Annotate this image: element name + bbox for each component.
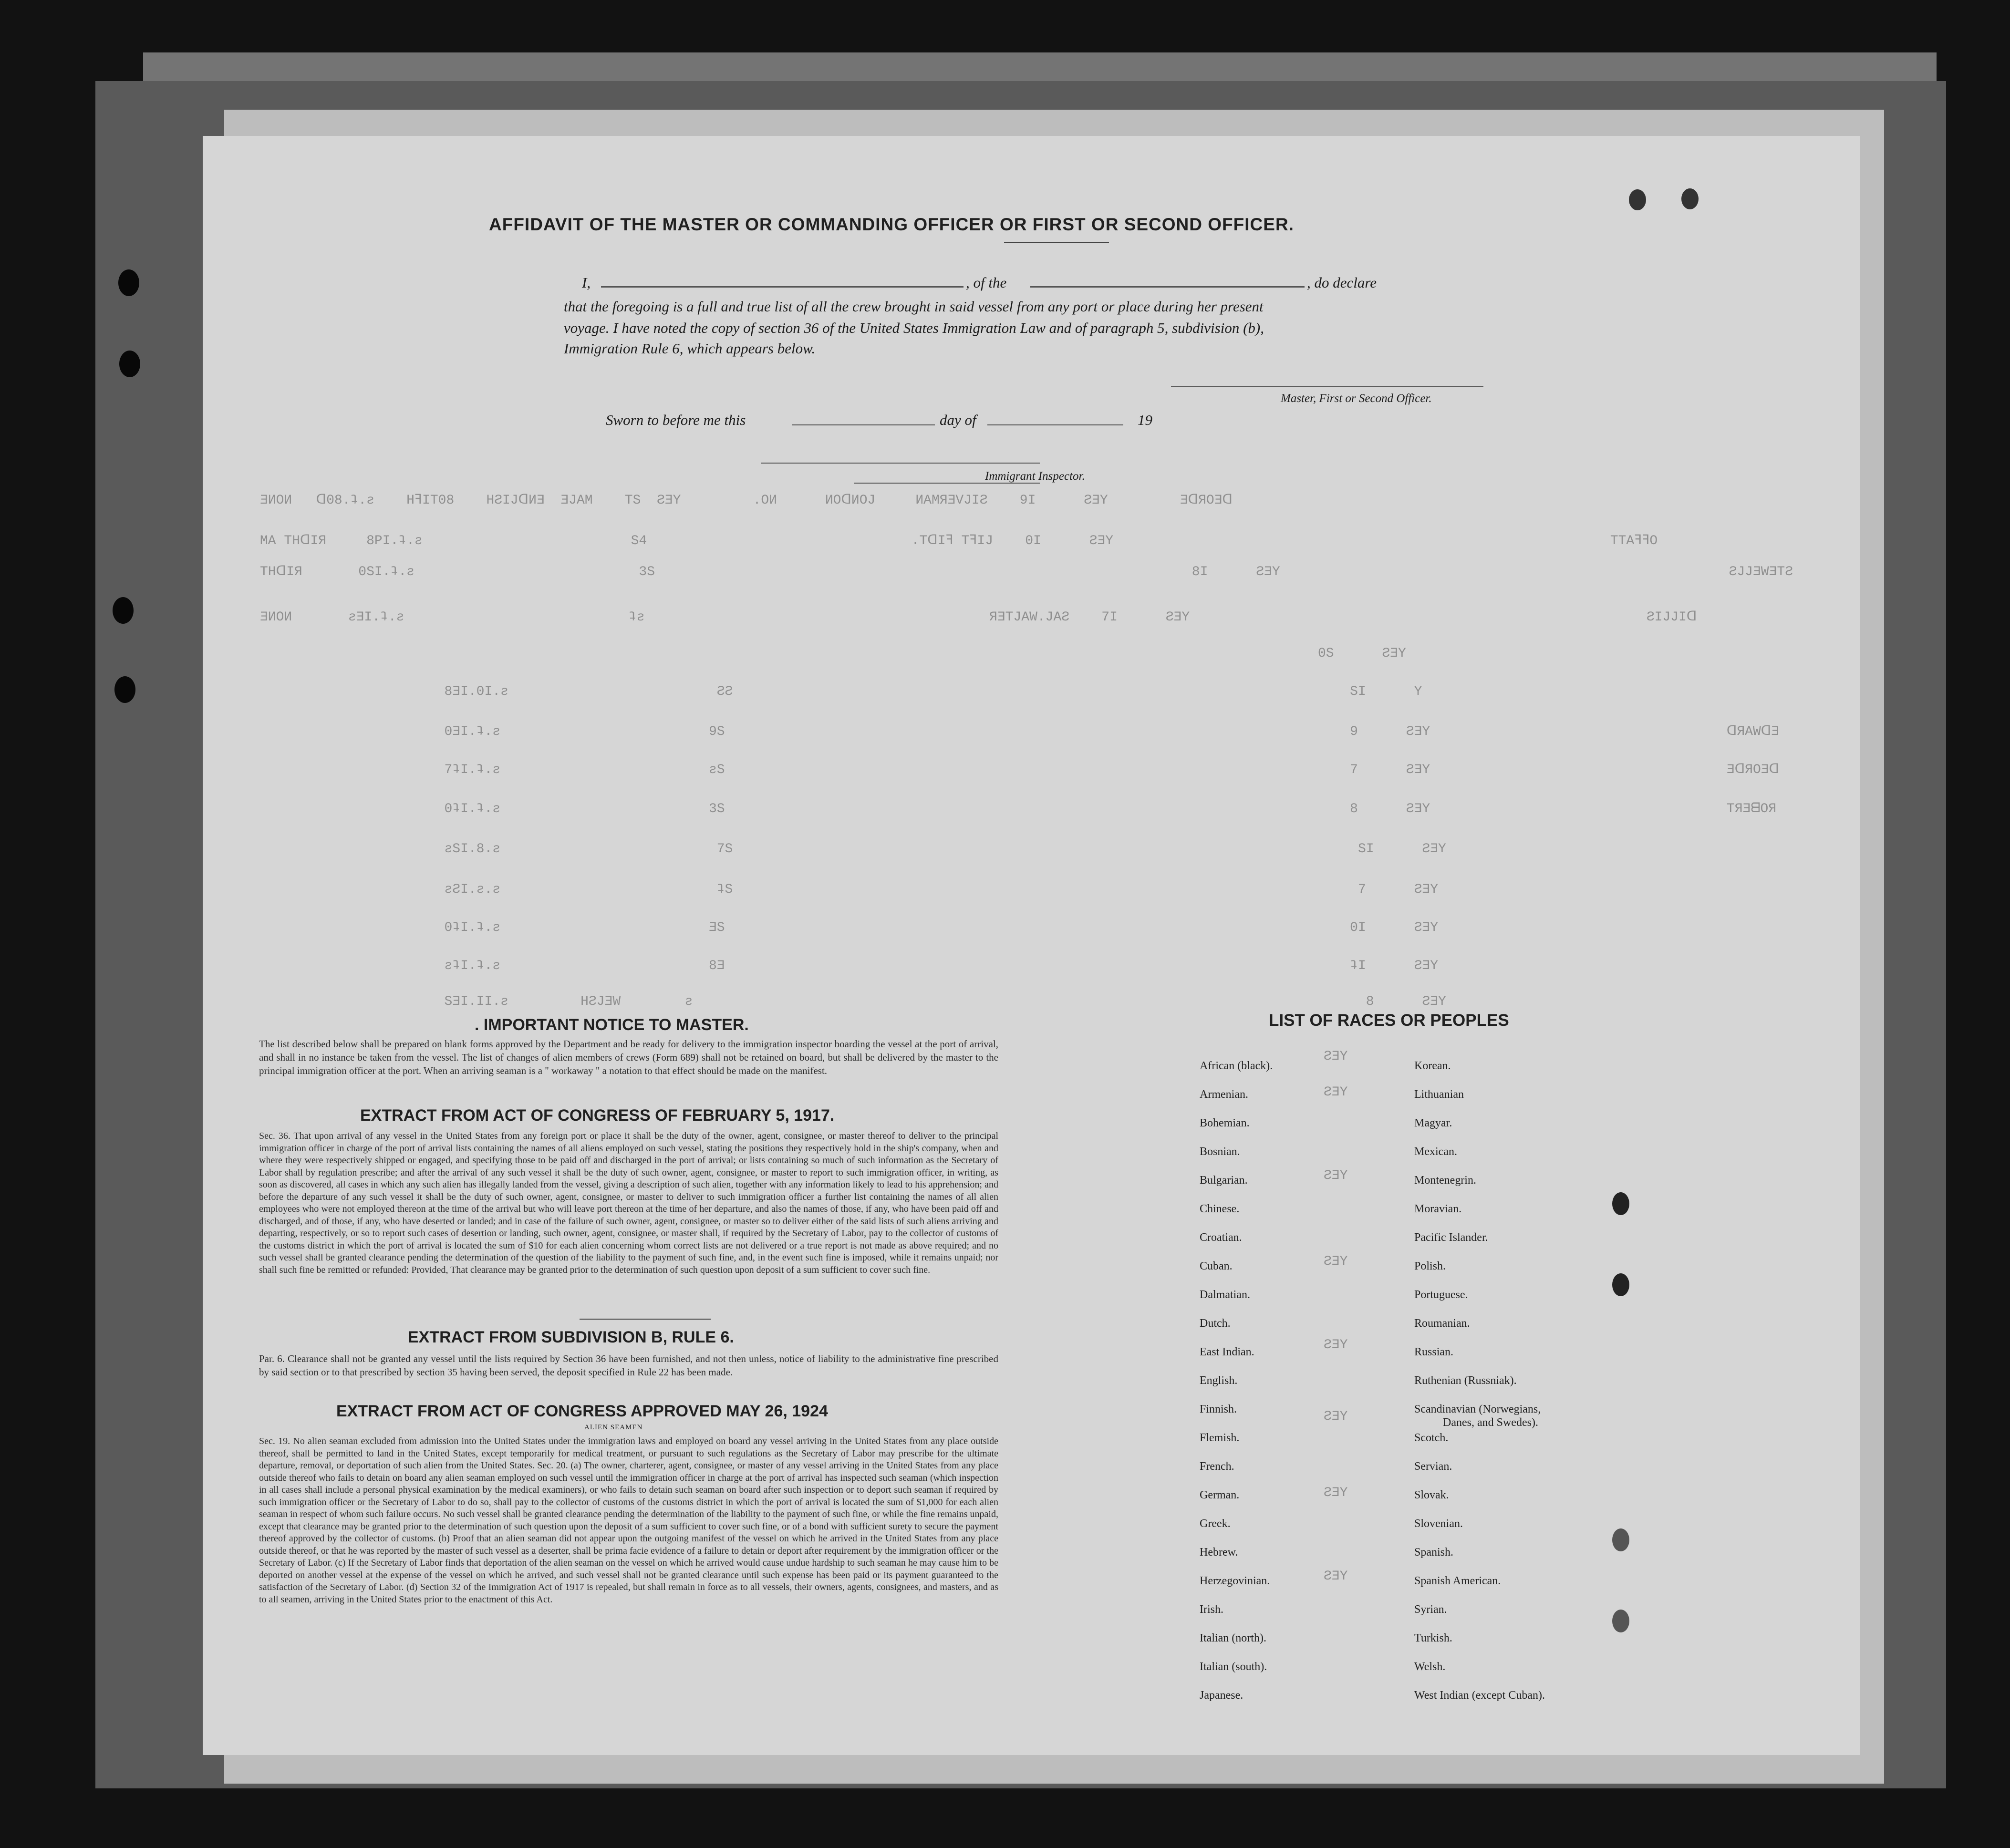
signature-label: Master, First or Second Officer. <box>1281 392 1432 405</box>
race-left-20: Irish. <box>1200 1603 1223 1616</box>
punch-hole <box>1612 1273 1629 1296</box>
race-right-10: Roumanian. <box>1414 1317 1470 1330</box>
race-right-2: Lithuanian <box>1414 1088 1464 1101</box>
punch-hole <box>118 269 139 296</box>
race-right-7: Pacific Islander. <box>1414 1231 1488 1244</box>
punch-hole <box>1612 1610 1629 1632</box>
race-left-11: East Indian. <box>1200 1346 1254 1358</box>
race-left-9: Dalmatian. <box>1200 1289 1250 1301</box>
affidavit-line-4: Immigration Rule 6, which appears below. <box>564 340 816 357</box>
race-right-21: Turkish. <box>1414 1632 1452 1644</box>
race-left-19: Herzegovinian. <box>1200 1575 1270 1587</box>
extract-rule6-body: Par. 6. Clearance shall not be granted any vessel until the lists required by Section 36 have been furnished, and not then unless, notice of liability to the administrative fine prescribed by said section or to that prescribed by section 35 having been served, the deposit specified in Rule 22 has been made. <box>259 1353 998 1378</box>
punch-hole <box>119 351 140 377</box>
race-right-12: Ruthenian (Russniak). <box>1414 1374 1517 1387</box>
extract-1924-body: Sec. 19. No alien seaman excluded from admission into the United States under the immigration laws and employed on board any vessel arriving in the United States from any place outside thereof, shall be permitted to land in the United States, except temporarily for medical treatment, or pursuant to such regulations as the Secretary of Labor may prescribe for the ultimate departure, removal, or deportation of such alien from the United States. Sec. 20. (a) The owner, charterer, agent, consignee, or master of any vessel arriving in the United States from any place outside thereof who fails to detain on board any alien seaman employed on such vessel until the immigration officer in charge at the port of arrival has inspected such seaman (which inspection in all cases shall include a personal physical examination by the medical examiners), or who fails to detain such seaman on board after such inspection or to deport such seaman if required by such immigration officer or the Secretary of Labor to do so, shall pay to the collector of customs of the customs district in which the port of arrival is located the sum of $1,000 for each alien seaman in respect of whom such failure occurs. No such vessel shall be granted clearance pending the determination of the liability to the payment of such fine, or while the fine remains unpaid, except that clearance may be granted prior to the determination of such question upon the deposit of a sum sufficient to cover such fine, or of a bond with sufficient surety to secure the payment thereof approved by the collector of customs. (b) Proof that an alien seaman did not appear upon the outgoing manifest of the vessel on which he arrived in the United States from any place outside thereof, or that he was reported by the master of such vessel as a deserter, shall be prima facie evidence of a failure to detain or deport after requirement by the immigration officer or the Secretary of Labor. (c) If the Secretary of Labor finds that deportation of the alien seaman on the vessel on which he arrived would cause undue hardship to such seaman he may cause him to be deported on another vessel at the expense of the vessel on which he arrived, and such vessel shall not be granted clearance until such expense has been paid or its payment guaranteed to the satisfaction of the Secretary of Labor. (d) Section 32 of the Immigration Act of 1917 is repealed, but shall remain in force as to all vessels, their owners, agents, consignees, and masters, and as to all seamen, arriving in the United States prior to the enactment of this Act. <box>259 1436 998 1605</box>
punch-hole <box>1681 188 1699 209</box>
affidavit-title: AFFIDAVIT OF THE MASTER OR COMMANDING OFFICER OR FIRST OR SECOND OFFICER. <box>489 215 1294 234</box>
affidavit-line-3: voyage. I have noted the copy of section 36 of the United States Immigration Law and of paragraph 5, subdivision (b), <box>564 320 1264 336</box>
year-prefix: 19 <box>1138 412 1152 428</box>
race-left-7: Croatian. <box>1200 1231 1242 1244</box>
race-right-23: West Indian (except Cuban). <box>1414 1689 1545 1702</box>
race-right-11: Russian. <box>1414 1346 1454 1358</box>
race-right-9: Portuguese. <box>1414 1289 1468 1301</box>
race-left-14: Flemish. <box>1200 1432 1240 1444</box>
sworn-label: Sworn to before me this <box>606 412 746 428</box>
extract-1924-heading: EXTRACT FROM ACT OF CONGRESS APPROVED MAY 26, 1924 <box>336 1402 828 1420</box>
title-underline <box>1004 242 1109 243</box>
extract-1917-heading: EXTRACT FROM ACT OF CONGRESS OF FEBRUARY 5, 1917. <box>360 1106 835 1125</box>
race-left-8: Cuban. <box>1200 1260 1233 1272</box>
race-right-20: Syrian. <box>1414 1603 1447 1616</box>
race-left-17: Greek. <box>1200 1518 1231 1530</box>
day-blank <box>792 424 935 425</box>
race-left-22: Italian (south). <box>1200 1661 1267 1673</box>
race-right-5: Montenegrin. <box>1414 1174 1476 1187</box>
race-right-18: Spanish. <box>1414 1546 1454 1559</box>
inspector-underline <box>854 483 1040 484</box>
section-divider <box>580 1319 711 1320</box>
race-left-10: Dutch. <box>1200 1317 1231 1330</box>
vessel-blank <box>1030 286 1305 288</box>
race-right-13: Scandinavian (Norwegians, <box>1414 1403 1541 1415</box>
inspector-signature-line <box>761 463 1040 464</box>
extract-1924-subheading: ALIEN SEAMEN <box>584 1424 643 1431</box>
name-blank <box>601 286 964 288</box>
race-left-3: Bohemian. <box>1200 1117 1250 1129</box>
month-blank <box>987 424 1123 425</box>
day-of-label: day of <box>940 412 976 428</box>
extract-rule6-heading: EXTRACT FROM SUBDIVISION B, RULE 6. <box>408 1328 734 1346</box>
notice-body: The list described below shall be prepared on blank forms approved by the Department and be ready for delivery to the immigration inspector boarding the vessel at the port of arrival, and shall in no instance be taken from the vessel. The list of changes of alien members of crews (Form 689) shall not be retained on board, but shall be delivered by the master to the principal immigration officer at the port. When an arriving seaman is a " workaway " a notation to that effect should be made on the manifest. <box>259 1038 998 1076</box>
affidavit-i: I, <box>582 274 591 291</box>
race-right-13-cont: Danes, and Swedes). <box>1443 1416 1538 1429</box>
race-right-22: Welsh. <box>1414 1661 1446 1673</box>
race-left-2: Armenian. <box>1200 1088 1248 1101</box>
affidavit-of-the: , of the <box>966 274 1007 291</box>
race-left-15: French. <box>1200 1460 1234 1473</box>
punch-hole <box>1629 189 1646 210</box>
punch-hole <box>1612 1528 1629 1551</box>
notice-heading: . IMPORTANT NOTICE TO MASTER. <box>475 1016 749 1034</box>
race-right-16: Slovak. <box>1414 1489 1449 1501</box>
race-left-18: Hebrew. <box>1200 1546 1238 1559</box>
race-left-23: Japanese. <box>1200 1689 1243 1702</box>
race-left-12: English. <box>1200 1374 1238 1387</box>
punch-hole <box>114 676 135 703</box>
extract-1917-body: Sec. 36. That upon arrival of any vessel in the United States from any foreign port or place it shall be the duty of the owner, agent, consignee, or master thereof to deliver to the principal immigration officer in charge of the port of arrival lists containing the names of all aliens employed on such vessel, stating the positions they respectively hold in the ship's company, when and where they were respectively shipped or engaged, and specifying those to be paid off and discharged in the port of arrival; or lists containing so much of such information as the Secretary of Labor shall by regulation prescribe; and after the arrival of any such vessel it shall be the duty of such owner, agent, consignee, or master to report to such immigration officer, in writing, as soon as discovered, all cases in which any such alien has illegally landed from the vessel, giving a description of such alien, together with any information likely to lead to his apprehension; and before the departure of any such vessel it shall be the duty of such owner, agent, consignee, or master to deliver to such immigration officer a further list containing the names of all alien employees who were not employed thereon at the time of the arrival but who will leave port thereon at the time of her departure, and also the names of those, if any, who have been paid off and discharged, and of those, if any, who have deserted or landed; and in case of the failure of such owner, agent, consignee, or master so to deliver either of the said lists of such aliens arriving and departing, respectively, or so to report such cases of desertion or landing, such owner, agent, consignee, or master shall, if required by the Secretary of Labor, pay to the collector of customs of the customs district in which the port of arrival is located the sum of $10 for each alien concerning whom correct lists are not delivered or a true report is not made as above required; and no such vessel shall be granted clearance pending the determination of the question of the liability to the payment of such fine, and, in the event such fine is imposed, while it remains unpaid; nor shall such fine be remitted or refunded: Provided, That clearance may be granted prior to the determination of such question upon deposit of a sum sufficient to cover such fine. <box>259 1131 998 1275</box>
affidavit-line-2: that the foregoing is a full and true list of all the crew brought in said vessel from any port or place during her present <box>564 298 1264 315</box>
race-left-6: Chinese. <box>1200 1203 1240 1215</box>
race-right-14: Scotch. <box>1414 1432 1449 1444</box>
race-left-16: German. <box>1200 1489 1240 1501</box>
race-right-6: Moravian. <box>1414 1203 1462 1215</box>
race-right-15: Servian. <box>1414 1460 1452 1473</box>
race-right-4: Mexican. <box>1414 1146 1457 1158</box>
signature-line <box>1171 386 1483 387</box>
punch-hole <box>1612 1192 1629 1215</box>
punch-hole <box>113 597 134 624</box>
race-left-5: Bulgarian. <box>1200 1174 1248 1187</box>
race-right-19: Spanish American. <box>1414 1575 1501 1587</box>
inspector-label: Immigrant Inspector. <box>985 470 1085 483</box>
affidavit-page: ƎИOИ ᗡ08.ʇ.ƨ HꟻIT08 HƧIJᗡИƎ ƎJAM TS ƧƎY .OИ ИOᗡИOJ ИAMЯƎVJIƧ 9I ƧƎY ƎᗡЯOƎᗡ MA THᗡIЯ 8PI.ʇ.ƨ S4 .TᗡIꟻ TꟻIJ 0I ƧƎY TTAꟻꟻO THᗡIЯ 0SI.ʇ.ƨ 3S 8I ƧƎY ƧJJƎWƎTƧ ƎИOИ ƨƎI.ʇ.ƨ ʇƨ ЯƎTJAW.JAƧ 7I ƧƎY ƧIJJIᗡ 0S ƧƎY 8ƎI.0I.ƨ ƧƧ SI Y 0ƎI.ʇ.ƨ 9S 9 ƧƎY ᗡЯAWᗡƎ 7ʇI.ʇ.ƨ ƨS 7 ƧƎY ƎᗡЯOƎᗡ 0ʇI.ʇ.ƨ 3S 8 ƧƎY TЯƎᗺOЯ ƨSI.8.ƨ 7S SI ƧƎY ƨƧI.ƨ.ƨ ʇS 7 ƧƎY 0ʇI.ʇ.ƨ ƎS 0I ƧƎY ƨʇI.ʇ.ƨ 8Ǝ ʇI ƧƎY SƎI.II.ƨ HƧJƎW ƨ 8 ƧƎY ƧƎY ƧƎY ƧƎY ƧƎY ƧƎY ƧƎY ƧƎY ƧƎY AFFIDAVIT OF THE MASTER OR COMMANDING OFFICER OR FIRST OR SECOND OFFICER. I, , of the , do declare that the foregoing is a full and true list of all the crew brought in said vessel from any port or place during her present voyage. I have noted the copy of section 36 of the United States Immigration Law and of paragraph 5, subdivision (b), Immigration Rule 6, which appears below. Master, First or Second Officer. Sworn to before me this day of 19 Immigrant Inspector. . IMPORTANT NOTICE TO MASTER. The list described below shall be prepared on blank forms approved by the Department and be ready for delivery to the immigration inspector boarding the vessel at the port of arrival, and shall in no instance be taken from the vessel. The list of changes of alien members of crews (Form 689) shall not be retained on board, but shall be delivered by the master to the principal immigration officer at the port. When an arriving seaman is a " workaway " a notation to that effect should be made on the manifest. EXTRACT FROM ACT OF CONGRESS OF FEBRUARY 5, 1917. Sec. 36. That upon arrival of any vessel in the United States from any foreign port or place it shall be the duty of the owner, agent, consignee, or master thereof to deliver to the principal immigration officer in charge of the port of arrival lists containing the names of all aliens employed on such vessel, stating the positions they respectively hold in the ship's company, when and where they were respectively shipped or engaged, and specifying those to be paid off and discharged in the port of arrival; or lists containing so much of such information as the Secretary of Labor shall by regulation prescribe; and after the arrival of any such vessel it shall be the duty of such owner, agent, consignee, or master to report to such immigration officer, in writing, as soon as discovered, all cases in which any such alien has illegally landed from the vessel, giving a description of such alien, together with any information likely to lead to his apprehension; and before the departure of any such vessel it shall be the duty of such owner, agent, consignee, or master to deliver to such immigration officer a further list containing the names of all alien employees who were not employed thereon at the time of the arrival but who will leave port thereon at the time of her departure, and also the names of those, if any, who have been paid off and discharged, and of those, if any, who have deserted or landed; and in case of the failure of such owner, agent, consignee, or master so to deliver either of the said lists of such aliens arriving and departing, respectively, or so to report such cases of desertion or landing, such owner, agent, consignee, or master shall, if required by the Secretary of Labor, pay to the collector of customs of the customs district in which the port of arrival is located the sum of $10 for each alien concerning whom correct lists are not delivered or a true report is not made as above required; and no such vessel shall be granted clearance pending the determination of the question of the liability to the payment of such fine, and, in the event such fine is imposed, while it remains unpaid; nor shall such fine be remitted or refunded: Provided, That clearance may be granted prior to the determination of such question upon deposit of a sum sufficient to cover such fine. EXTRACT FROM SUBDIVISION B, RULE 6. Par. 6. Clearance shall not be granted any vessel until the lists required by Section 36 have been furnished, and not then unless, notice of liability to the administrative fine prescribed by said section or to that prescribed by section 35 having been served, the deposit specified in Rule 22 has been made. EXTRACT FROM ACT OF CONGRESS APPROVED MAY 26, 1924 ALIEN SEAMEN Sec. 19. No alien seaman excluded from admission into the United States under the immigration laws and employed on board any vessel arriving in the United States from any place outside thereof, shall be permitted to land in the United States, except temporarily for medical treatment, or pursuant to such regulations as the Secretary of Labor may prescribe for the ultimate departure, removal, or deportation of such alien from the United States. Sec. 20. (a) The owner, charterer, agent, consignee, or master of any vessel arriving in the United States from any place outside thereof who fails to detain on board any alien seaman employed on such vessel until the immigration officer in charge at the port of arrival has inspected such seaman (which inspection in all cases shall include a personal physical examination by the medical examiners), or who fails to detain such seaman on board after such inspection or to deport such seaman if required by such immigration officer or the Secretary of Labor to do so, shall pay to the collector of customs of the customs district in which the port of arrival is located the sum of $1,000 for each alien seaman in respect of whom such failure occurs. No such vessel shall be granted clearance pending the determination of the liability to the payment of such fine, or while the fine remains unpaid, except that clearance may be granted prior to the determination of such question upon the deposit of a sum sufficient to cover such fine, or of a bond with sufficient surety to secure the payment thereof approved by the collector of customs. (b) Proof that an alien seaman did not appear upon the outgoing manifest of the vessel on which he arrived in the United States from any place outside thereof, or that he was reported by the master of such vessel as a deserter, shall be prima facie evidence of a failure to detain or deport after requirement by the immigration officer or the Secretary of Labor. (c) If the Secretary of Labor finds that deportation of the alien seaman on the vessel on which he arrived would cause undue hardship to such seaman he may cause him to be deported on another vessel at the expense of the vessel on which he arrived, and such vessel shall not be granted clearance until such expense has been paid or its payment guaranteed to the satisfaction of the Secretary of Labor. (d) Section 32 of the Immigration Act of 1917 is repealed, but shall remain in force as to all vessels, their owners, agents, consignees, and masters, and as to all seamen, arriving in the United States prior to the enactment of this Act. LIST OF RACES OR PEOPLES African (black). Armenian. Bohemian. Bosnian. Bulgarian. Chinese. Croatian. Cuban. Dalmatian. Dutch. East Indian. English. Finnish. Flemish. French. German. Greek. Hebrew. Herzegovinian. Irish. Italian (north). Italian (south). Japanese. Korean. Lithuanian Magyar. Mexican. Montenegrin. Moravian. Pacific Islander. Polish. Portuguese. Roumanian. Russian. Ruthenian (Russniak). Scandinavian (Norwegians, Danes, and Swedes). Scotch. Servian. Slovak. Slovenian. Spanish. Spanish American. Syrian. Turkish. Welsh. West Indian (except Cuban). <box>203 136 1860 1755</box>
race-right-17: Slovenian. <box>1414 1518 1463 1530</box>
affidavit-do-declare: , do declare <box>1307 274 1377 291</box>
race-left-4: Bosnian. <box>1200 1146 1240 1158</box>
race-right-1: Korean. <box>1414 1060 1451 1072</box>
races-heading: LIST OF RACES OR PEOPLES <box>1269 1011 1509 1030</box>
race-right-3: Magyar. <box>1414 1117 1452 1129</box>
race-left-21: Italian (north). <box>1200 1632 1266 1644</box>
race-left-13: Finnish. <box>1200 1403 1237 1415</box>
race-left-1: African (black). <box>1200 1060 1273 1072</box>
race-right-8: Polish. <box>1414 1260 1446 1272</box>
